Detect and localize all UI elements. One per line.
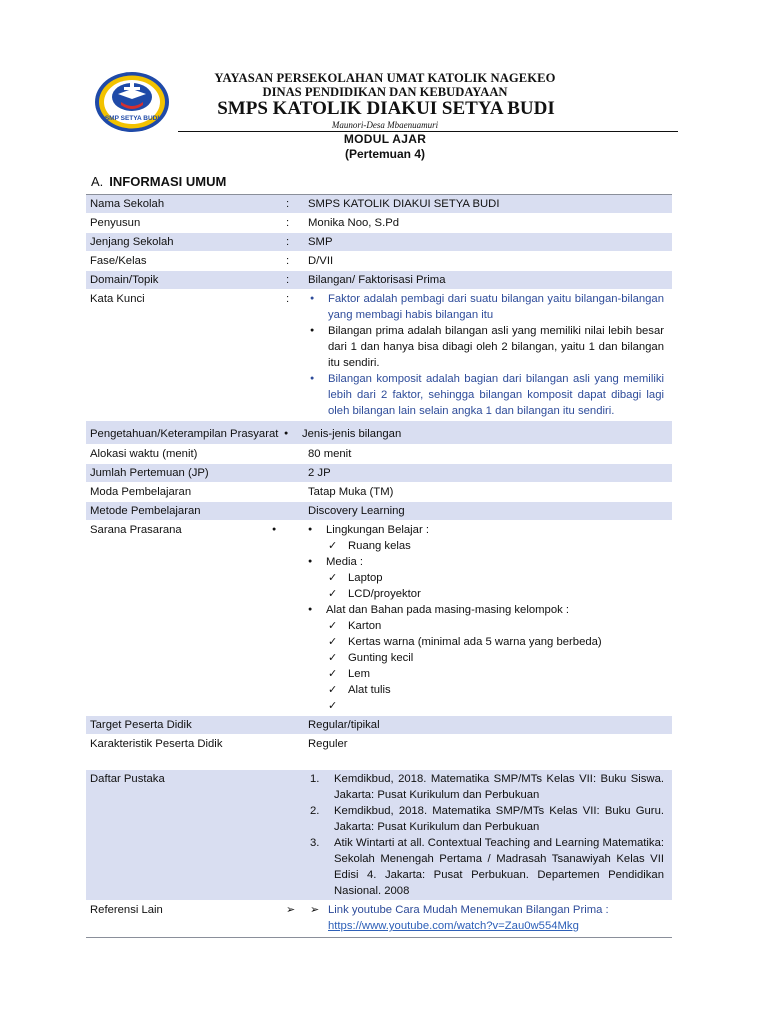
row-separator — [282, 464, 304, 466]
row-label: Karakteristik Peserta Didik — [90, 738, 223, 750]
row-separator — [282, 716, 304, 718]
table-row-sarana — [86, 521, 672, 716]
row-separator: : — [286, 217, 290, 229]
table-row-nama-sekolah — [86, 195, 672, 214]
list-item — [308, 835, 664, 899]
row-label: Jumlah Pertemuan (JP) — [90, 467, 209, 479]
row-label: Moda Pembelajaran — [90, 486, 192, 498]
row-value: Bilangan/ Faktorisasi Prima — [308, 274, 446, 286]
list-item — [308, 803, 664, 835]
list-item: ● Jenis-jenis bilangan — [282, 426, 664, 442]
check-item: ✓ LCD/proyektor — [302, 586, 664, 602]
table-row-jumlah-jp — [86, 464, 672, 483]
table-row-pustaka — [86, 770, 672, 901]
item-text: Kemdikbud, 2018. Matematika SMP/MTs Kelas VII: Buku Siswa. Jakarta: Pusat Kurikulum dan Perbukuan — [334, 773, 664, 801]
check-item: ✓ Karton — [302, 618, 664, 634]
table-row-alokasi — [86, 445, 672, 464]
list-item: ● Bilangan prima adalah bilangan asli yang memiliki nilai lebih besar dari 1 dan hanya bisa dibagi oleh 2 bilangan, yaitu 1 dan bilangan itu sendiri. — [308, 323, 664, 371]
table-row-penyusun — [86, 214, 672, 233]
row-label: Kata Kunci — [90, 293, 145, 305]
table-row-domain — [86, 271, 672, 290]
item-text: Kemdikbud, 2018. Matematika SMP/MTs Kelas VII: Buku Guru. Jakarta: Pusat Kurikulum dan Perbukuan — [334, 805, 664, 833]
row-label: Domain/Topik — [90, 274, 159, 286]
info-table — [86, 194, 672, 938]
document-subtitle: (Pertemuan 4) — [344, 147, 426, 161]
list-item: ● Media : — [302, 554, 664, 570]
list-item: ● Bilangan komposit adalah bagian dari bilangan asli yang memiliki lebih dari 2 faktor, sehingga bilangan komposit dapat dibagi lagi oleh bilangan lain selain angka 1 dan bilangan itu sendiri. — [308, 371, 664, 419]
row-label: Alokasi waktu (menit) — [90, 448, 198, 460]
row-value: Regular/tipikal — [308, 719, 380, 731]
row-label: Penyusun — [90, 217, 141, 229]
reference-text: Link youtube Cara Mudah Menemukan Bilangan Prima : — [328, 904, 609, 916]
row-separator: : — [286, 255, 290, 267]
list-item: ● Lingkungan Belajar : — [302, 522, 664, 538]
row-value — [304, 290, 672, 420]
item-number: 3. — [310, 837, 320, 849]
sarana-list — [272, 522, 664, 714]
item-number: 1. — [310, 773, 320, 785]
row-label: Sarana Prasarana — [90, 524, 182, 536]
row-value: 80 menit — [308, 448, 352, 460]
department-name: DINAS PENDIDIKAN DAN KEBUDAYAAN — [262, 85, 508, 99]
row-value — [304, 770, 672, 900]
section-heading — [91, 174, 226, 189]
table-row-prasyarat — [86, 421, 672, 445]
list-item: ● Faktor adalah pembagi dari suatu bilangan yaitu bilangan-bilangan yang membagi habis bilangan itu — [308, 291, 664, 323]
row-value: Reguler — [308, 738, 348, 750]
check-item: ✓ Lem — [302, 666, 664, 682]
row-value: Tatap Muka (TM) — [308, 486, 394, 498]
row-value — [282, 425, 672, 443]
row-label: Nama Sekolah — [90, 198, 165, 210]
check-item: ✓ Ruang kelas — [302, 538, 664, 554]
row-label: Metode Pembelajaran — [90, 505, 201, 517]
row-separator — [282, 502, 304, 504]
table-row-kata-kunci — [86, 290, 672, 421]
check-item: ✓ Gunting kecil — [302, 650, 664, 666]
keyword-list — [308, 291, 664, 419]
item-number: 2. — [310, 805, 320, 817]
table-row-jenjang — [86, 233, 672, 252]
section-letter: A. — [91, 174, 104, 189]
table-row-moda — [86, 483, 672, 502]
row-label: Daftar Pustaka — [90, 773, 165, 785]
table-row-target — [86, 716, 672, 735]
youtube-link[interactable]: https://www.youtube.com/watch?v=Zau0w554Mkg — [328, 920, 579, 932]
row-value: Monika Noo, S.Pd — [308, 217, 400, 229]
row-label: Fase/Kelas — [90, 255, 147, 267]
row-separator: : — [286, 293, 290, 305]
foundation-name: YAYASAN PERSEKOLAHAN UMAT KATOLIK NAGEKEO — [214, 71, 556, 85]
row-separator: : — [286, 236, 290, 248]
list-item: ● Alat dan Bahan pada masing-masing kelompok : — [302, 602, 664, 618]
bullet-icon: ● — [272, 526, 277, 533]
check-item: ✓ Alat tulis — [302, 682, 664, 698]
table-row-fase — [86, 252, 672, 271]
row-label: Referensi Lain — [90, 904, 163, 916]
document-title: MODUL AJAR — [343, 132, 427, 146]
row-separator — [282, 445, 304, 447]
section-title: INFORMASI UMUM — [109, 174, 227, 189]
row-value: SMPS KATOLIK DIAKUI SETYA BUDI — [308, 198, 500, 210]
check-item: ✓ Laptop — [302, 570, 664, 586]
list-item — [308, 771, 664, 803]
row-separator — [282, 770, 304, 772]
row-label: Pengetahuan/Keterampilan Prasyarat — [90, 428, 279, 440]
row-separator — [282, 483, 304, 485]
check-item: ✓ Kertas warna (minimal ada 5 warna yang berbeda) — [302, 634, 664, 650]
reference-list — [308, 771, 664, 899]
school-address: Maunori-Desa Mbaenuamuri — [331, 120, 439, 130]
table-row-metode — [86, 502, 672, 521]
logo-text: SMP SETYA BUDI — [104, 115, 160, 122]
row-separator — [282, 735, 304, 737]
row-value: SMP — [308, 236, 333, 248]
table-row-karakteristik — [86, 735, 672, 770]
item-text: Atik Wintarti at all. Contextual Teaching and Learning Matematika: Sekolah Menengah Pertama / Madrasah Tsanawiyah Kelas VII Edisi 4. Jakarta: Pusat Perbukuan. Departemen Pendidikan Nasional. 2008 — [334, 837, 664, 897]
row-label: Jenjang Sekolah — [90, 236, 174, 248]
row-value — [304, 901, 672, 935]
list-item — [308, 902, 664, 934]
row-value: D/VII — [308, 255, 334, 267]
row-label: Target Peserta Didik — [90, 719, 192, 731]
row-value: 2 JP — [308, 467, 331, 479]
table-row-referensi — [86, 901, 672, 938]
row-separator: : — [286, 198, 290, 210]
school-name: SMPS KATOLIK DIAKUI SETYA BUDI — [217, 98, 555, 119]
row-value: Discovery Learning — [308, 505, 405, 517]
row-separator: : — [286, 274, 290, 286]
row-value — [272, 521, 672, 715]
arrow-icon: ➢ — [286, 904, 296, 916]
school-logo — [93, 70, 171, 134]
check-item — [302, 698, 664, 714]
